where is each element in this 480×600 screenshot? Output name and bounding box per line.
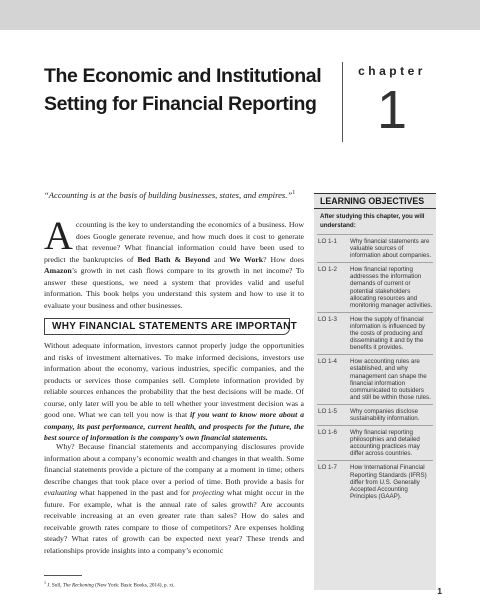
footnote-author: J. Soll, [46, 582, 63, 589]
chapter-title-line-2: Setting for Financial Reporting [44, 93, 317, 115]
section-p2-text-b: what happened in the past and for [76, 488, 193, 497]
section-p2-text-a: Why? Because financial statements and accompanying disclosures provide information about a company’s economic wealth and changes in that wealth. Some financial statements provide a picture of the company at a moment in time; others describe changes that took place over a period of time. Both provide a basis for [44, 442, 304, 486]
chapter-label: chapter [358, 64, 426, 78]
section-p2-emphasis-2: projecting [192, 488, 225, 497]
learning-objective-item [317, 460, 433, 502]
lo-code: LO 1-1 [318, 238, 337, 245]
section-p2-text-c: what might occur in the future. For example, what is the annual rate of sales growth? Are accounts receivable increasing at an even greater rate than sales? How do sales and receivable growth rates compare to those of competitors? Are expenses holding steady? What rates of growth can be expected next year? These trends and relationships provide insights into a company’s economic [44, 488, 304, 555]
learning-objectives-list [317, 234, 433, 503]
learning-objective-item [317, 262, 433, 312]
section-p2-emphasis-1: evaluating [44, 488, 77, 497]
footnote-rule [44, 575, 82, 576]
learning-objective-item [317, 312, 433, 354]
intro-text-2: and [210, 254, 230, 264]
lo-code: LO 1-5 [318, 407, 337, 415]
epigraph [44, 188, 304, 201]
lo-text: Why financial reporting philosophies and detailed accounting practices may differ across countries. [350, 429, 420, 458]
section-p1-emphasis: if you want to know more about a company, its past performance, current health, and prospects for the future, the best source of information is the company’s own financial statements. [44, 410, 304, 442]
lo-code: LO 1-6 [318, 429, 337, 437]
learning-objective-item [317, 425, 433, 460]
lo-code: LO 1-7 [318, 464, 337, 472]
footnote-book-title: The Reckoning [62, 582, 94, 589]
section-p1-text: Without adequate information, investors cannot properly judge the opportunities and risks of investment alternatives. To make informed decisions, investors use information about the economy, various industries, specific companies, and the products or services those companies sell. Complete information provided by reliable sources enhances the probability that the best decisions will be made. Of course, only later will you be able to tell whether your investment decision was a good one. What we can tell you now is that [44, 341, 304, 419]
chapter-title [44, 62, 322, 118]
lo-code: LO 1-4 [318, 358, 337, 366]
footnote [44, 579, 304, 590]
company-name-wework: We Work [229, 254, 264, 264]
lo-text: How International Financial Reporting Standards (IFRS) differ from U.S. Generally Accepted Accounting Principles (GAAP). [350, 464, 427, 500]
epigraph-text: “Accounting is at the basis of building businesses, states, and empires.” [44, 189, 293, 200]
lo-text: Why companies disclose sustainability information. [350, 407, 420, 422]
lo-code: LO 1-3 [318, 315, 337, 323]
lo-text: How the supply of financial information is influenced by the costs of producing and disseminating it and by the benefits it provides. [350, 315, 425, 352]
company-name-bed-bath: Bed Bath & Beyond [137, 254, 211, 264]
intro-text-3: ? How does [263, 254, 305, 264]
intro-text-1: ccounting is the key to understanding the economics of a business. How does Google generate revenue, and how much does it cost to generate that revenue? What financial information could have been used to predict the bankruptcies of [44, 220, 304, 264]
epigraph-footnote-ref: 1 [292, 190, 296, 196]
section-heading: WHY FINANCIAL STATEMENTS ARE IMPORTANT [44, 318, 290, 335]
learning-objectives-title: LEARNING OBJECTIVES [314, 193, 436, 209]
title-divider [342, 62, 343, 142]
lo-text: Why financial statements are valuable sources of information about companies. [350, 238, 432, 260]
lo-text: How financial reporting addresses the information demands of current or potential stakeholders allocating resources and monitoring manager activities. [350, 266, 433, 309]
learning-objective-item [317, 404, 433, 425]
lo-text: How accounting rules are established, and why management can shape the financial information communicated to outsiders and still be within those rules. [350, 358, 431, 401]
section-paragraph-1 [44, 340, 304, 444]
drop-cap: A [44, 213, 73, 258]
learning-objective-item [317, 354, 433, 404]
footnote-number: 1 [44, 580, 46, 585]
intro-paragraph [44, 213, 305, 311]
page-number: 1 [437, 586, 442, 596]
intro-text-4: ’s growth in net cash flows compare to its growth in net income? To answer these questions, we need a system that provides valid and useful information. This book helps you understand this system and how to use it to evaluate your business and other businesses. [44, 266, 304, 310]
chapter-title-line-1: The Economic and Institutional [44, 65, 322, 87]
company-name-amazon: Amazon [44, 266, 72, 275]
learning-objective-item [317, 234, 433, 262]
lo-code: LO 1-2 [318, 266, 337, 274]
learning-objectives-box [314, 193, 436, 590]
section-paragraph-2 [44, 441, 304, 556]
footnote-rest: (New York: Basic Books, 2014), p. xi. [93, 582, 175, 589]
learning-objectives-intro: After studying this chapter, you will understand: [320, 213, 425, 229]
header-band [0, 0, 480, 30]
chapter-number: 1 [376, 80, 408, 140]
